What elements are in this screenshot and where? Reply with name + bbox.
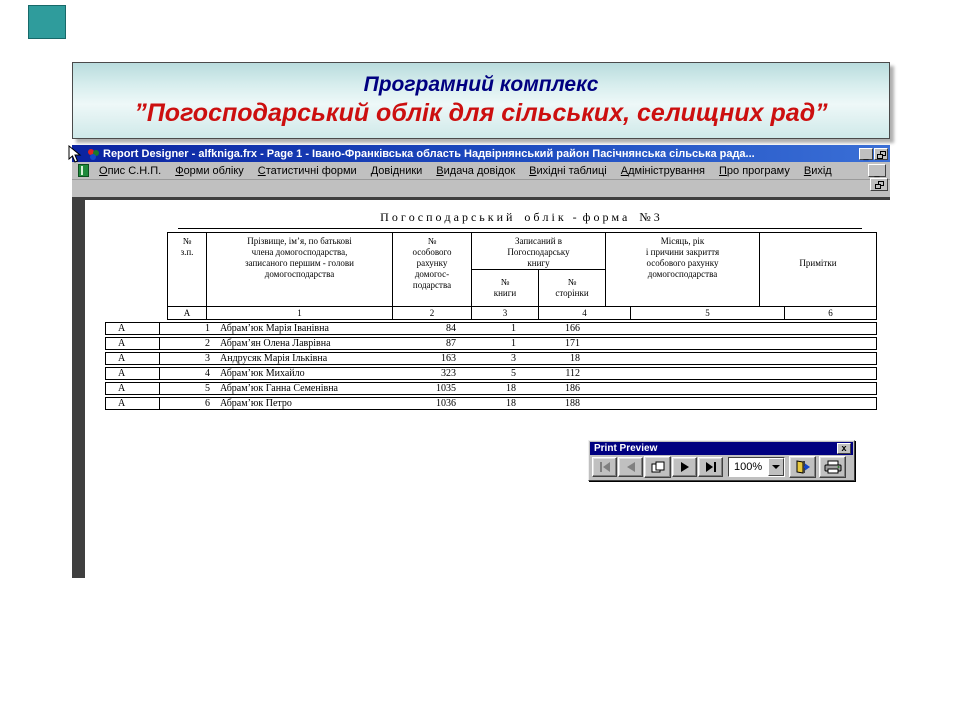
- mouse-cursor-icon: [68, 145, 84, 163]
- chevron-down-icon: [772, 465, 780, 469]
- print-preview-title: Print Preview: [594, 443, 658, 454]
- banner-subtitle: ”Погосподарський облік для сільських, селищних рад”: [134, 99, 828, 127]
- menu-vykhidni-tablytsi[interactable]: Вихідні таблиці: [529, 164, 607, 177]
- slide-banner: [72, 62, 890, 139]
- minimize-button[interactable]: _: [859, 148, 873, 160]
- exit-door-icon: [795, 460, 811, 474]
- app-icon: [87, 148, 99, 160]
- pages-icon: [651, 461, 665, 473]
- header-col-name: Прізвище, ім’я, по батькові члена домогосподарства, записаного першим - голови домогосподарства: [207, 233, 393, 306]
- banner-title: Програмний комплекс: [363, 73, 599, 96]
- header-col-account: № особового рахунку домогос- подарства: [393, 233, 472, 306]
- first-page-button[interactable]: [592, 457, 617, 477]
- report-data-rows: [105, 322, 877, 412]
- mdi-restore-button[interactable]: [870, 178, 888, 191]
- prev-page-button[interactable]: [618, 457, 643, 477]
- report-title-underline: [178, 228, 862, 229]
- menu-pro-programu[interactable]: Про програму: [719, 164, 790, 177]
- teal-square-decoration: [28, 5, 66, 39]
- table-row: А 4 Абрам’юк Михайло 323 5 112: [105, 367, 877, 380]
- menu-formy-obliku[interactable]: Форми обліку: [175, 164, 244, 177]
- header-subcol-book: № книги: [472, 270, 539, 306]
- header-col-recorded: Записаний в Погосподарську книгу № книги № сторінки: [472, 233, 606, 306]
- prev-page-icon: [625, 462, 637, 472]
- table-row: А 1 Абрам’юк Марія Іванівна 84 1 166: [105, 322, 877, 335]
- report-page: [85, 200, 890, 578]
- maximize-button[interactable]: [874, 148, 888, 160]
- table-row: А 5 Абрам’юк Ганна Семенівна 1035 18 186: [105, 382, 877, 395]
- table-row: А 3 Андрусяк Марія Ільківна 163 3 18: [105, 352, 877, 365]
- table-row: А 6 Абрам’юк Петро 1036 18 188: [105, 397, 877, 410]
- header-subcol-page: № сторінки: [555, 277, 589, 298]
- last-page-button[interactable]: [698, 457, 723, 477]
- book-icon: [78, 164, 89, 177]
- report-preview-backdrop: [72, 197, 890, 578]
- zoom-select[interactable]: [728, 457, 785, 477]
- first-page-icon: [599, 462, 611, 472]
- printer-icon: [824, 460, 842, 474]
- close-preview-button[interactable]: [789, 456, 816, 478]
- report-header-table: [167, 232, 877, 320]
- report-designer-window: [72, 145, 890, 578]
- menubar: [72, 162, 890, 180]
- zoom-dropdown-button[interactable]: [768, 458, 784, 476]
- window-titlebar[interactable]: [72, 145, 890, 162]
- menu-dovidnyky[interactable]: Довідники: [370, 164, 423, 177]
- restore-icon: [875, 181, 884, 189]
- close-icon[interactable]: x: [837, 443, 851, 454]
- table-row: А 2 Абрам’ян Олена Лаврівна 87 1 171: [105, 337, 877, 350]
- header-col-notes: Примітки: [799, 258, 837, 268]
- menu-administruvannya[interactable]: Адміністрування: [620, 164, 706, 177]
- last-page-icon: [705, 462, 717, 472]
- menu-vykhid[interactable]: Вихід: [803, 164, 832, 177]
- goto-page-button[interactable]: [644, 456, 671, 478]
- zoom-value: 100%: [734, 461, 763, 473]
- restore-icon: [877, 151, 886, 159]
- mdi-minimize-button[interactable]: _: [868, 164, 886, 177]
- print-button[interactable]: [819, 456, 846, 478]
- header-col-closing: Місяць, рік і причини закриття особового рахунку домогосподарства: [606, 233, 760, 306]
- menu-vydacha-dovidok[interactable]: Видача довідок: [436, 164, 516, 177]
- print-preview-titlebar[interactable]: [590, 442, 853, 455]
- column-index-row: А 1 2 3 4 5 6: [167, 307, 877, 320]
- menu-opys-snp[interactable]: Опис С.Н.П.: [99, 164, 162, 177]
- report-title: П о г о с п о д а р с ь к и й о б л і к - ф о р м а № 3: [380, 210, 660, 224]
- header-col-number: № з.п.: [168, 233, 207, 306]
- next-page-icon: [679, 462, 691, 472]
- window-title: Report Designer - alfkniga.frx - Page 1 - Івано-Франківська область Надвірнянський район Пасічнянська сільська рада...: [103, 147, 755, 160]
- next-page-button[interactable]: [672, 457, 697, 477]
- print-preview-toolbar: [588, 440, 855, 481]
- menu-statystychni-formy[interactable]: Статистичні форми: [257, 164, 357, 177]
